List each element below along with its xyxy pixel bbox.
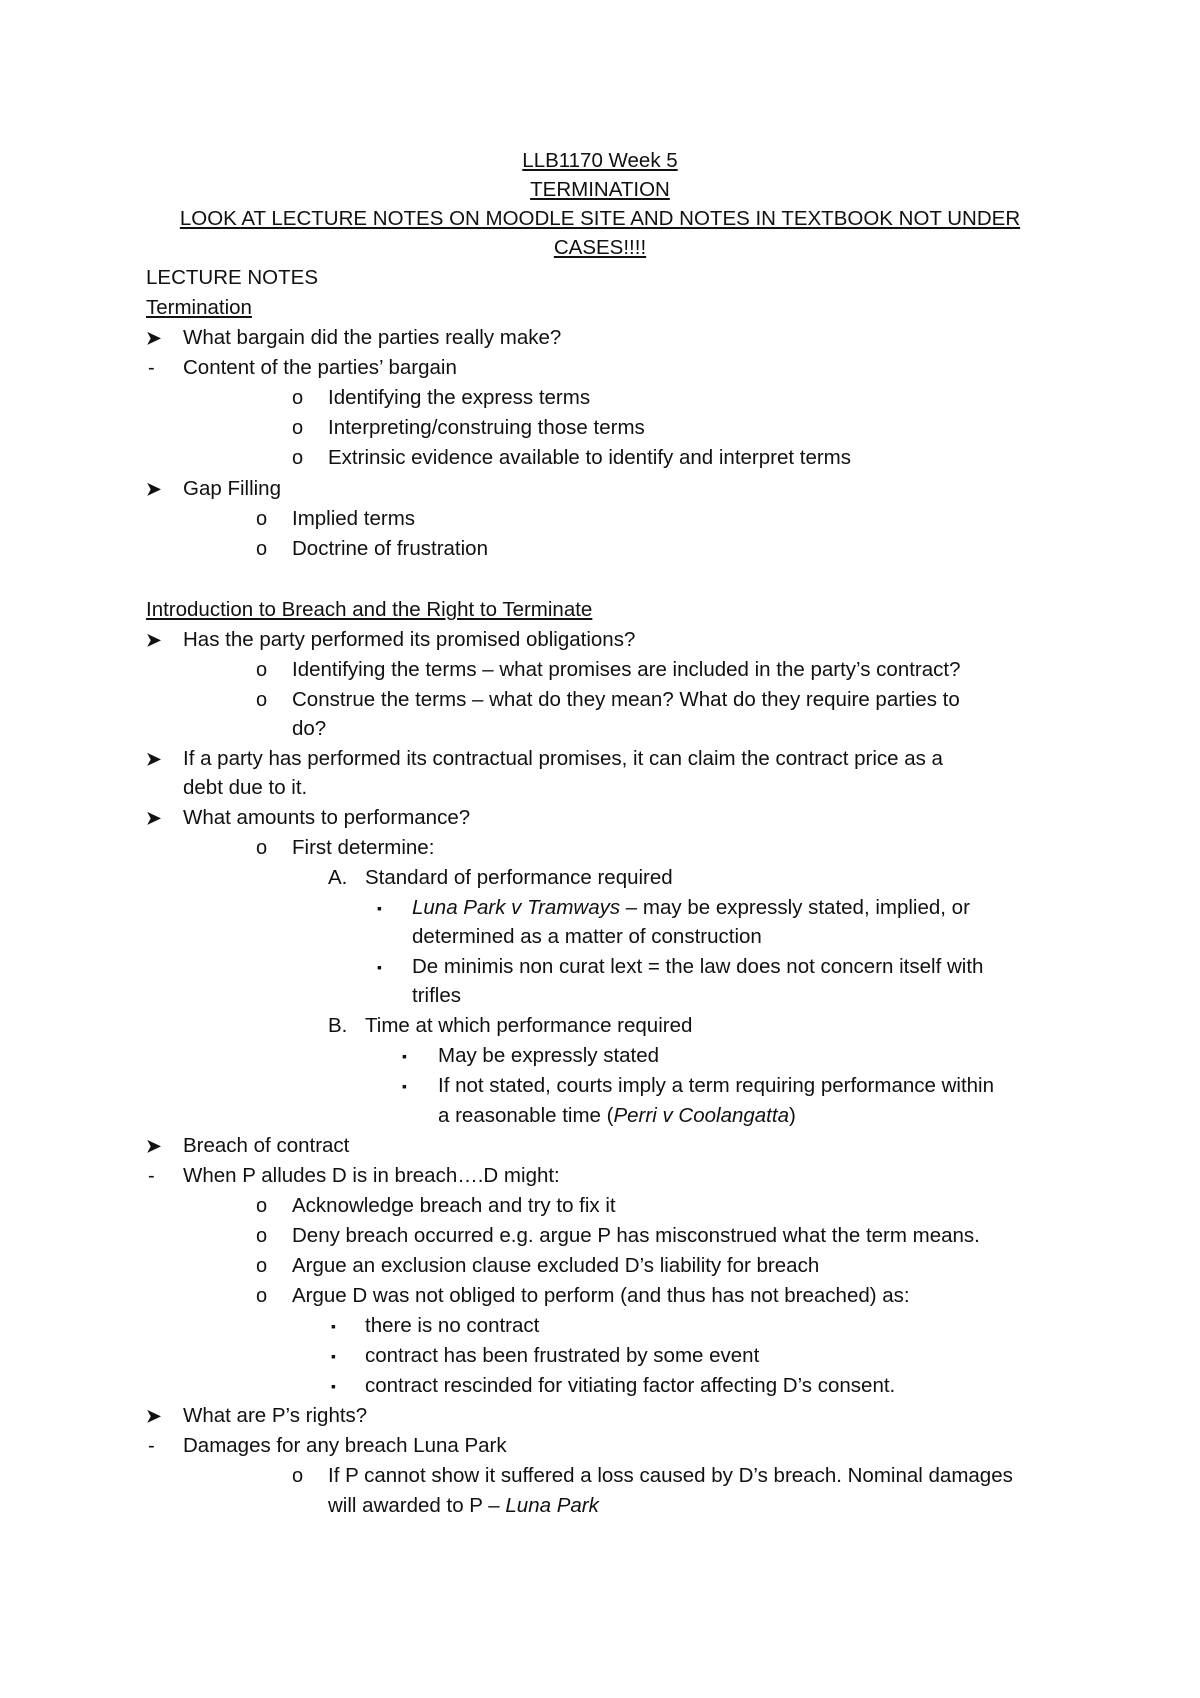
list-item-text: – may be expressly stated, implied, or <box>620 896 970 919</box>
list-item: Content of the parties’ bargain <box>183 356 457 379</box>
list-item: there is no contract <box>365 1314 540 1337</box>
list-item: Argue an exclusion clause excluded D’s liability for breach <box>292 1254 820 1277</box>
list-item: contract has been frustrated by some event <box>365 1344 760 1367</box>
instruction-line-1: LOOK AT LECTURE NOTES ON MOODLE SITE AND NOTES IN TEXTBOOK NOT UNDER <box>179 207 1021 230</box>
square-bullet-icon: ▪ <box>331 1378 336 1394</box>
list-item: First determine: <box>292 836 435 859</box>
list-item: Time at which performance required <box>365 1014 693 1037</box>
list-item: Interpreting/construing those terms <box>328 416 645 439</box>
list-item <box>412 896 970 920</box>
list-item: Identifying the express terms <box>328 386 591 409</box>
list-item: Identifying the terms – what promises are included in the party’s contract? <box>292 658 961 681</box>
square-bullet-icon: ▪ <box>331 1348 336 1364</box>
list-item: What bargain did the parties really make? <box>183 326 562 349</box>
list-item: Gap Filling <box>183 477 281 500</box>
square-bullet-icon: ▪ <box>377 900 382 916</box>
list-item: If a party has performed its contractual promises, it can claim the contract price as a <box>183 747 943 770</box>
list-item-text: ) <box>788 1104 796 1127</box>
list-item: When P alludes D is in breach….D might: <box>183 1164 560 1187</box>
list-item: Doctrine of frustration <box>292 537 488 560</box>
arrow-bullet-icon: ➤ <box>146 630 162 650</box>
list-item-continued <box>328 1494 599 1518</box>
square-bullet-icon: ▪ <box>377 959 382 975</box>
list-item: May be expressly stated <box>438 1044 660 1067</box>
circle-bullet-icon: o <box>256 689 268 711</box>
list-item: Acknowledge breach and try to fix it <box>292 1194 616 1217</box>
list-item-text: a reasonable time ( <box>438 1104 614 1127</box>
list-item: If P cannot show it suffered a loss caused by D’s breach. Nominal damages <box>328 1464 1013 1487</box>
list-item: Has the party performed its promised obligations? <box>183 628 636 651</box>
circle-bullet-icon: o <box>292 1465 304 1487</box>
lecture-notes-heading: LECTURE NOTES <box>146 266 318 289</box>
list-item: Construe the terms – what do they mean? What do they require parties to <box>292 688 960 711</box>
circle-bullet-icon: o <box>292 387 304 409</box>
list-item: Breach of contract <box>183 1134 350 1157</box>
list-item: What amounts to performance? <box>183 806 471 829</box>
dash-bullet-icon: - <box>148 1165 155 1187</box>
list-item: Argue D was not obliged to perform (and thus has not breached) as: <box>292 1284 910 1307</box>
list-item-continued: do? <box>292 717 327 740</box>
arrow-bullet-icon: ➤ <box>146 1136 162 1156</box>
list-letter: A. <box>328 866 348 889</box>
case-name: Luna Park v Tramways <box>412 896 621 919</box>
list-item-continued <box>438 1104 796 1128</box>
list-item-continued: trifles <box>412 984 461 1007</box>
list-item: contract rescinded for vitiating factor affecting D’s consent. <box>365 1374 896 1397</box>
circle-bullet-icon: o <box>256 1255 268 1277</box>
arrow-bullet-icon: ➤ <box>146 1406 162 1426</box>
course-title: LLB1170 Week 5 <box>522 149 678 172</box>
circle-bullet-icon: o <box>256 837 268 859</box>
list-item: If not stated, courts imply a term requiring performance within <box>438 1074 995 1097</box>
arrow-bullet-icon: ➤ <box>146 328 162 348</box>
circle-bullet-icon: o <box>256 659 268 681</box>
circle-bullet-icon: o <box>256 1195 268 1217</box>
list-item: Damages for any breach Luna Park <box>183 1434 507 1457</box>
list-item-continued: determined as a matter of construction <box>412 925 762 948</box>
topic-title: TERMINATION <box>530 178 670 201</box>
arrow-bullet-icon: ➤ <box>146 808 162 828</box>
square-bullet-icon: ▪ <box>402 1048 407 1064</box>
circle-bullet-icon: o <box>256 508 268 530</box>
list-item: What are P’s rights? <box>183 1404 368 1427</box>
circle-bullet-icon: o <box>256 1225 268 1247</box>
case-name: Perri v Coolangatta <box>613 1104 789 1127</box>
square-bullet-icon: ▪ <box>331 1318 336 1334</box>
arrow-bullet-icon: ➤ <box>146 749 162 769</box>
dash-bullet-icon: - <box>148 357 155 379</box>
case-name: Luna Park <box>505 1494 599 1517</box>
list-item-continued: debt due to it. <box>183 776 308 799</box>
list-item: Deny breach occurred e.g. argue P has misconstrued what the term means. <box>292 1224 980 1247</box>
list-item: Standard of performance required <box>365 866 673 889</box>
list-item: Extrinsic evidence available to identify and interpret terms <box>328 446 852 469</box>
square-bullet-icon: ▪ <box>402 1078 407 1094</box>
circle-bullet-icon: o <box>292 417 304 439</box>
termination-subheading: Termination <box>146 296 252 319</box>
list-letter: B. <box>328 1014 348 1037</box>
list-item-text: will awarded to P – <box>328 1494 506 1517</box>
arrow-bullet-icon: ➤ <box>146 479 162 499</box>
dash-bullet-icon: - <box>148 1435 155 1457</box>
circle-bullet-icon: o <box>256 538 268 560</box>
circle-bullet-icon: o <box>292 447 304 469</box>
list-item: De minimis non curat lext = the law does not concern itself with <box>412 955 984 978</box>
circle-bullet-icon: o <box>256 1285 268 1307</box>
list-item: Implied terms <box>292 507 416 530</box>
instruction-line-2: CASES!!!! <box>553 236 647 259</box>
breach-heading: Introduction to Breach and the Right to Terminate <box>146 598 593 621</box>
